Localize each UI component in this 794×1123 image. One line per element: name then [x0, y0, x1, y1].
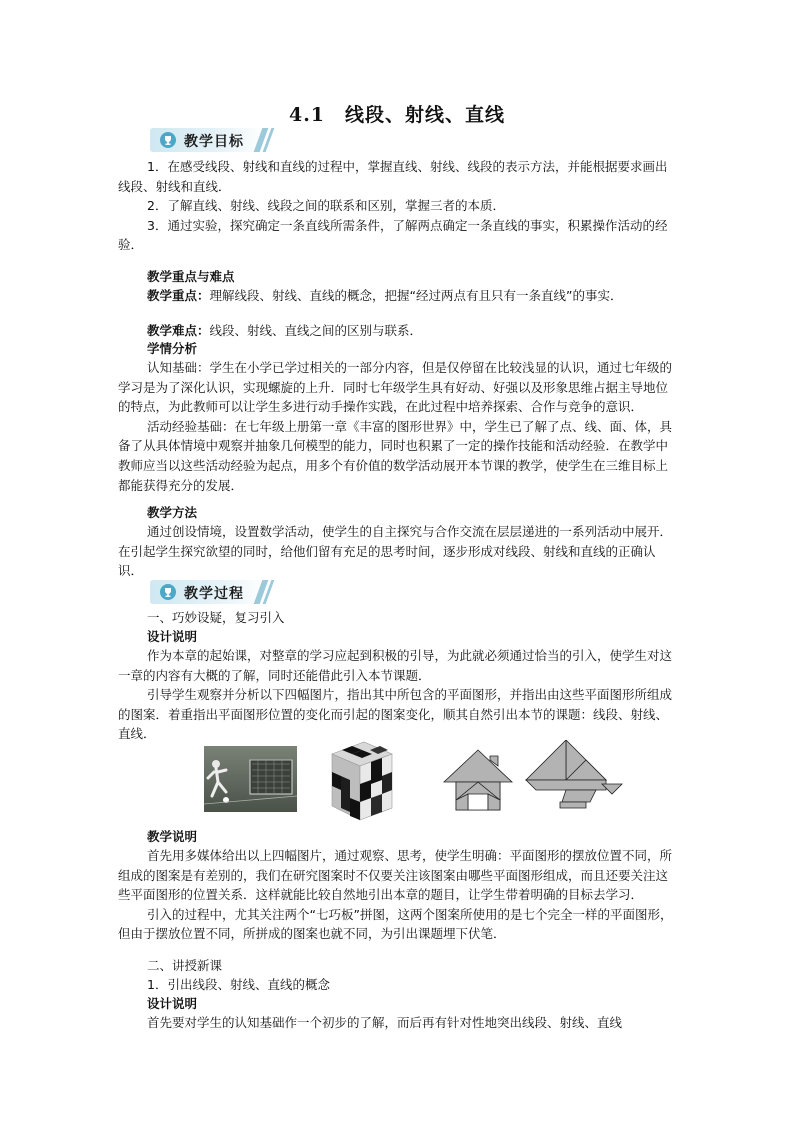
- process-banner-label: 教学过程: [184, 586, 244, 602]
- goal-item: 1．在感受线段、射线和直线的过程中，掌握直线、射线、线段的表示方法，并能根据要求画出线段、射线和直线．: [118, 159, 668, 194]
- goals-banner-label: 教学目标: [184, 134, 244, 150]
- illustration-row: [200, 740, 680, 826]
- analysis-heading: 学情分析: [147, 341, 198, 356]
- key-points: [118, 286, 678, 306]
- goal-item: 3．通过实验，探究确定一条直线所需条件，了解两点确定一条直线的事实，积累操作活动的经验．: [118, 217, 668, 253]
- method-body: [118, 522, 678, 581]
- page-title: 4.1 线段、射线、直线: [288, 104, 506, 126]
- difficult-point-paragraph: [118, 321, 678, 341]
- subsection-heading: 1．引出线段、射线、直线的概念: [147, 977, 330, 992]
- goals-list: [118, 157, 678, 255]
- tangram-boat-icon: [526, 740, 622, 808]
- design-note-heading-2: 设计说明: [147, 996, 198, 1011]
- soccer-goal-photo: [204, 746, 297, 812]
- difficult-point-label: 教学难点：: [147, 323, 210, 338]
- part-two-heading: 二、讲授新课: [147, 958, 223, 973]
- tangram-house-icon: [444, 750, 512, 810]
- final-paragraph: 首先要对学生的认知基础作一个初步的了解，而后再有针对性地突出线段、射线、直线: [147, 1015, 623, 1030]
- goals-banner: [150, 128, 278, 152]
- analysis-paragraph: 认知基础：学生在小学已学过相关的一部分内容，但是仅停留在比较浅显的认识，通过七年级的学习是为了深化认识，实现螺旋的上升．同时七年级学生具有好动、好强以及形象思维占据主导地位的特点，为此教师可以让学生多进行动手操作实践，在此过程中培养探索、合作与竞争的意识．: [118, 360, 673, 415]
- key-difficult-heading: 教学重点与难点: [147, 269, 235, 284]
- goal-item: 2．了解直线、射线、线段之间的联系和区别，掌握三者的本质．: [147, 198, 505, 214]
- process-banner: [150, 580, 278, 604]
- analysis-paragraph: 活动经验基础：在七年级上册第一章《丰富的图形世界》中，学生已了解了点、线、面、体，具备了从具体情境中观察并抽象几何模型的能力，同时也积累了一定的操作技能和活动经验．在教学中教师应当以这些活动经验为起点，用多个有价值的数学活动展开本节课的教学，使学生在三维目标上都能获得充分的发展．: [118, 418, 673, 493]
- teach-note-body: [118, 846, 678, 944]
- trophy-icon: [160, 584, 176, 600]
- design-note-body: [118, 646, 678, 744]
- difficult-point-text: 线段、射线、直线之间的区别与联系．: [209, 323, 423, 338]
- guide-paragraph: 引导学生观察并分析以下四幅图片，指出其中所包含的平面图形，并指出由这些平面图形所组成的图案．着重指出平面图形位置的变化而引起的图案变化，顺其自然引出本节的课题：线段、射线、直线．: [118, 687, 673, 742]
- key-point-paragraph: [118, 286, 678, 306]
- method-heading: 教学方法: [147, 505, 198, 520]
- method-paragraph: 通过创设情境，设置数学活动，使学生的自主探究与合作交流在层层递进的一系列活动中展开．在引起学生探究欲望的同时，给他们留有充足的思考时间，逐步形成对线段、射线和直线的正确认识．: [118, 524, 673, 579]
- difficult-points: [118, 321, 678, 341]
- key-point-label: 教学重点：: [147, 288, 210, 303]
- teach-note-paragraph: 引入的过程中，尤其关注两个“七巧板”拼图，这两个图案所使用的是七个完全一样的平面图形，但由于摆放位置不同，所拼成的图案也就不同，为引出课题埋下伏笔．: [118, 906, 673, 942]
- design-note-paragraph: 作为本章的起始课，对整章的学习应起到积极的引导，为此就必须通过恰当的引入，使学生对这一章的内容有大概的了解，同时还能借此引入本节课题．: [118, 648, 673, 683]
- design-note-heading: 设计说明: [147, 629, 198, 644]
- trophy-icon: [160, 132, 176, 148]
- analysis-body: [118, 358, 678, 495]
- cube-icon: [332, 742, 392, 820]
- teach-note-paragraph: 首先用多媒体给出以上四幅图片，通过观察、思考，使学生明确：平面图形的摆放位置不同，所组成的图案是有差别的，我们在研究图案时不仅要关注该图案由哪些平面图形组成，而且还要关注这些平面图形的位置关系．这样就能比较自然地引出本章的题目，让学生带着明确的目标去学习．: [118, 848, 673, 903]
- key-point-text: 理解线段、射线、直线的概念，把握“经过两点有且只有一条直线”的事实．: [209, 288, 623, 303]
- teach-note-heading: 教学说明: [147, 829, 198, 844]
- part-one-heading: 一、巧妙设疑，复习引入: [147, 610, 285, 625]
